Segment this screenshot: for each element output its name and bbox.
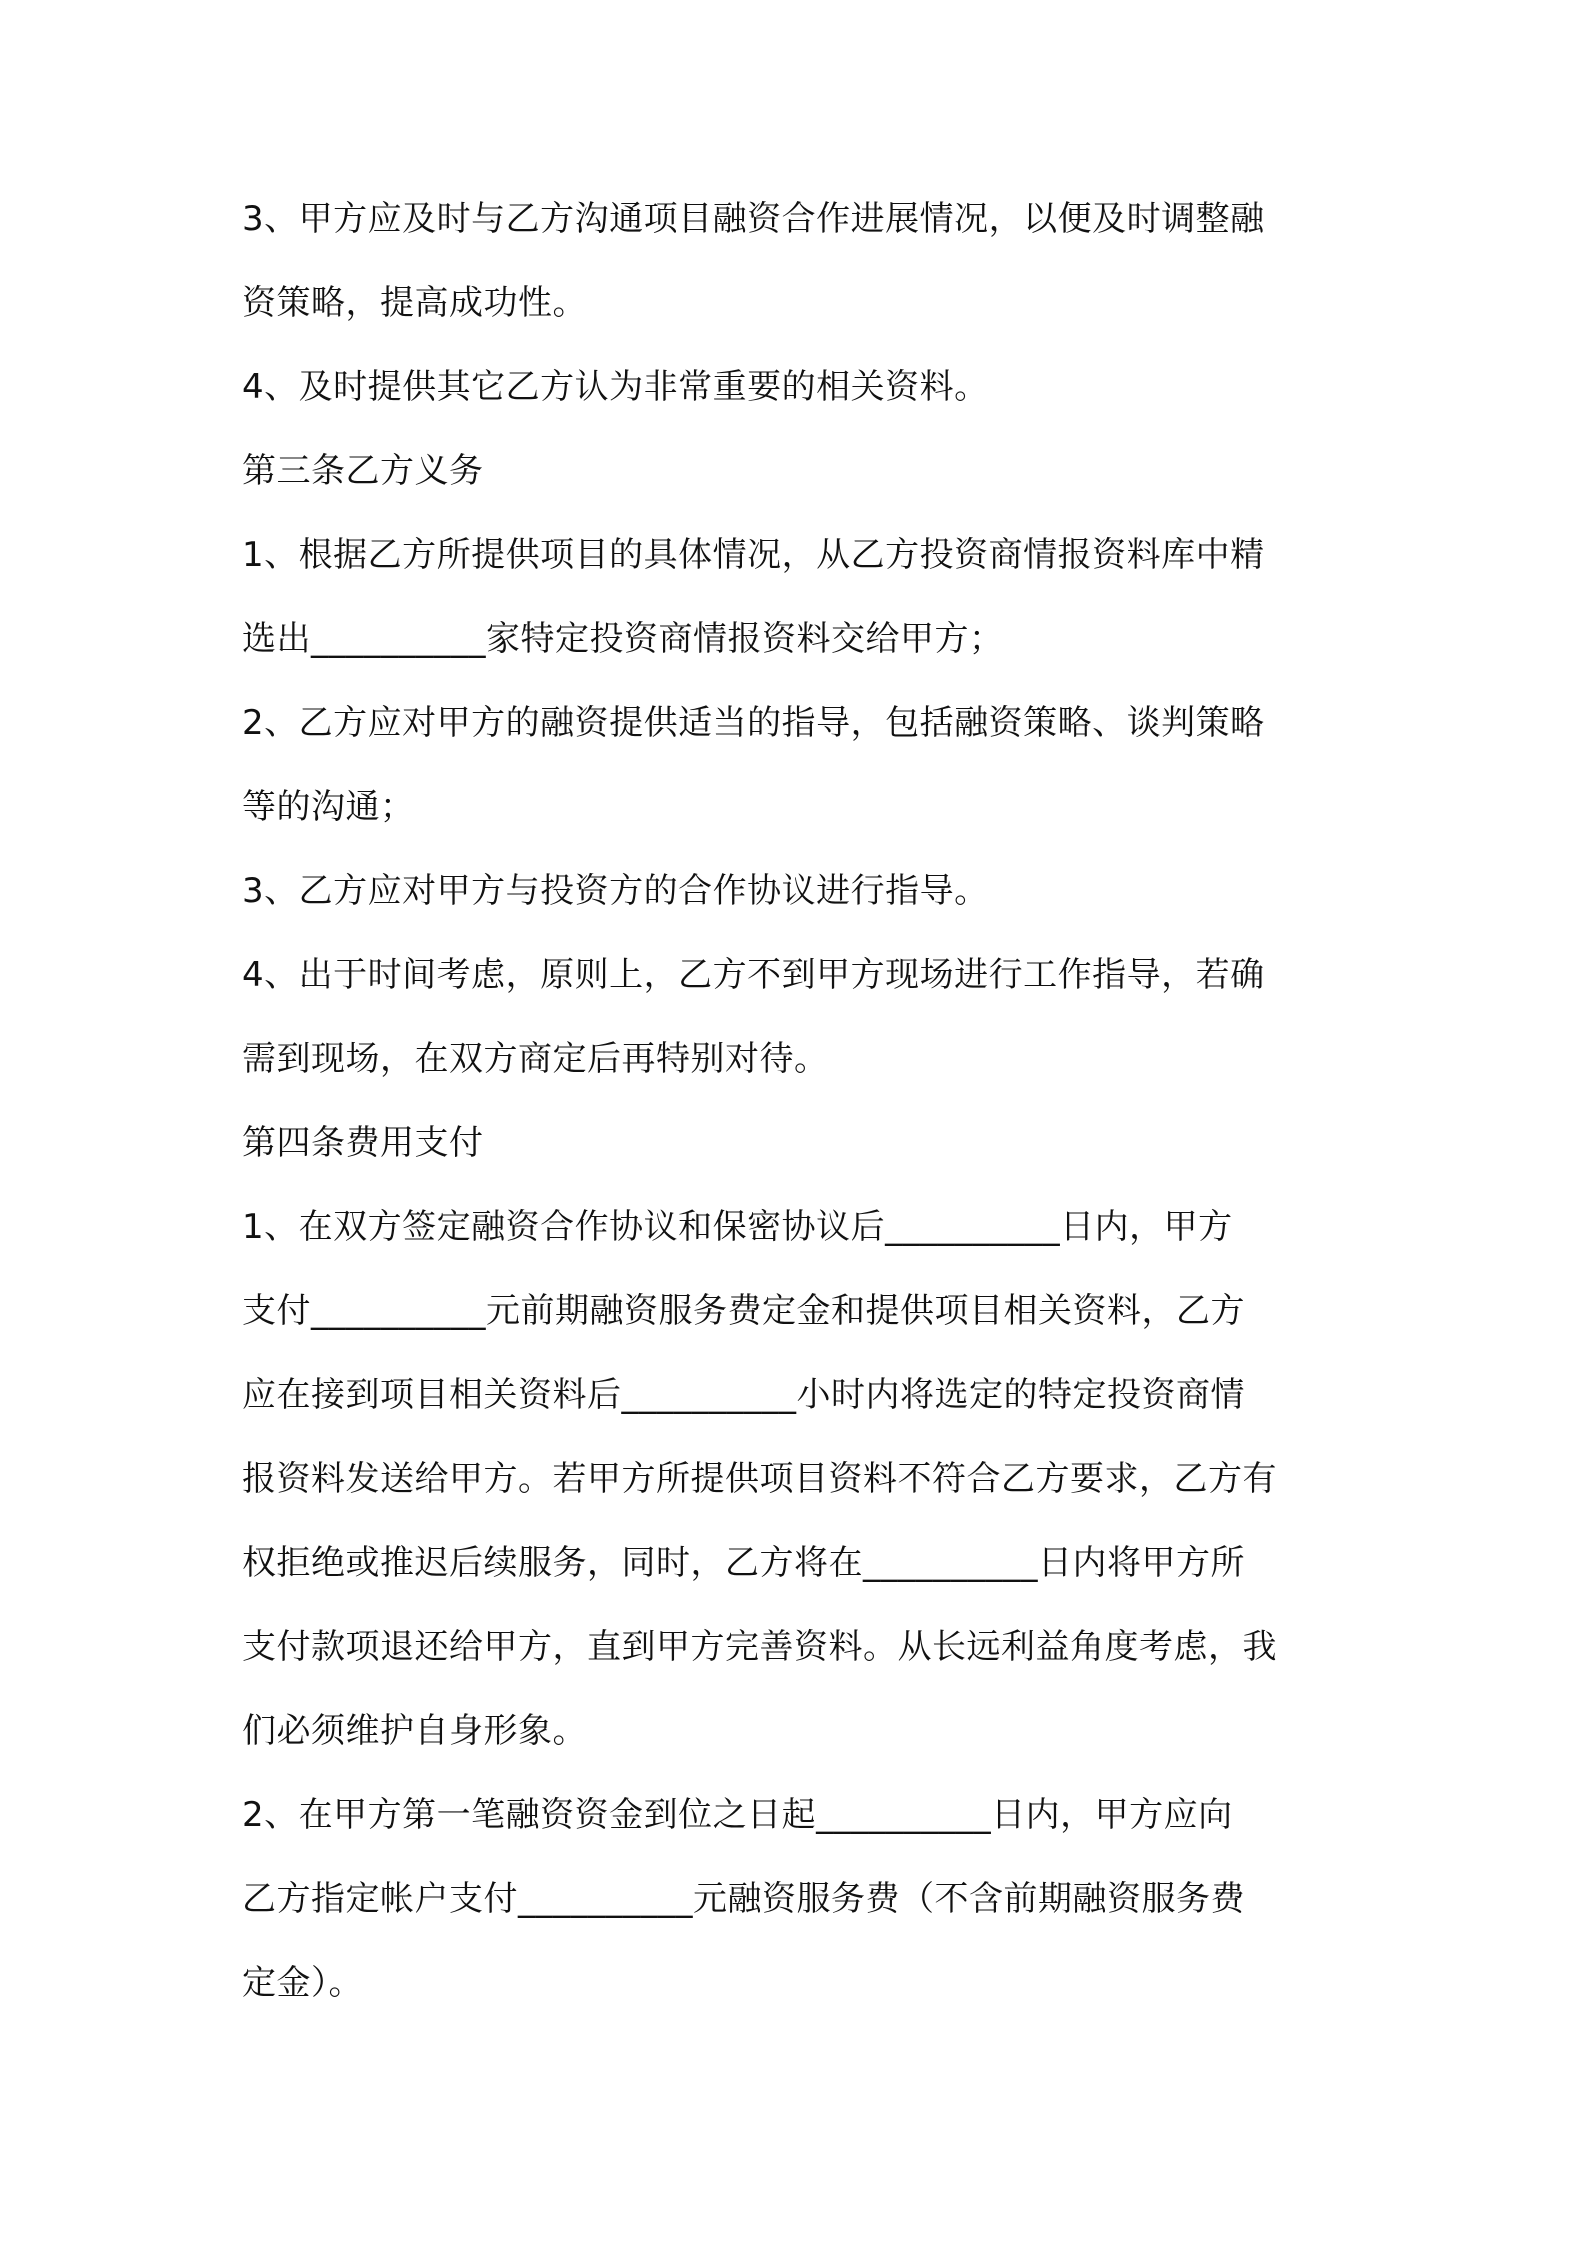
document-body bbox=[242, 198, 1352, 2004]
text-line: 应在接到项目相关资料后__________小时内将选定的特定投资商情 bbox=[242, 1375, 1245, 1415]
text-line: 定金）。 bbox=[242, 1963, 363, 2003]
text-line: 2、在甲方第一笔融资资金到位之日起__________日内，甲方应向 bbox=[242, 1795, 1233, 1835]
text-line: 需到现场，在双方商定后再特别对待。 bbox=[242, 1039, 829, 1079]
text-line: 支付__________元前期融资服务费定金和提供项目相关资料，乙方 bbox=[242, 1291, 1245, 1331]
text-line: 报资料发送给甲方。若甲方所提供项目资料不符合乙方要求，乙方有 bbox=[242, 1459, 1277, 1499]
text-line: 1、根据乙方所提供项目的具体情况，从乙方投资商情报资料库中精 bbox=[242, 535, 1265, 575]
text-line: 支付款项退还给甲方，直到甲方完善资料。从长远利益角度考虑，我 bbox=[242, 1627, 1277, 1667]
text-line: 3、甲方应及时与乙方沟通项目融资合作进展情况，以便及时调整融 bbox=[242, 199, 1265, 239]
text-line: 等的沟通； bbox=[242, 787, 415, 827]
text-line: 乙方指定帐户支付__________元融资服务费（不含前期融资服务费 bbox=[242, 1879, 1245, 1919]
text-line: 权拒绝或推迟后续服务，同时，乙方将在__________日内将甲方所 bbox=[242, 1543, 1245, 1583]
text-line: 4、及时提供其它乙方认为非常重要的相关资料。 bbox=[242, 367, 989, 407]
text-line: 4、出于时间考虑，原则上，乙方不到甲方现场进行工作指导，若确 bbox=[242, 955, 1265, 995]
section-heading: 第三条乙方义务 bbox=[242, 451, 484, 491]
section-heading: 第四条费用支付 bbox=[242, 1123, 484, 1163]
text-line: 资策略，提高成功性。 bbox=[242, 283, 587, 323]
text-line: 选出__________家特定投资商情报资料交给甲方； bbox=[242, 619, 1004, 659]
text-line: 们必须维护自身形象。 bbox=[242, 1711, 587, 1751]
text-line: 2、乙方应对甲方的融资提供适当的指导，包括融资策略、谈判策略 bbox=[242, 703, 1265, 743]
text-line: 3、乙方应对甲方与投资方的合作协议进行指导。 bbox=[242, 871, 989, 911]
text-line: 1、在双方签定融资合作协议和保密协议后__________日内，甲方 bbox=[242, 1207, 1233, 1247]
